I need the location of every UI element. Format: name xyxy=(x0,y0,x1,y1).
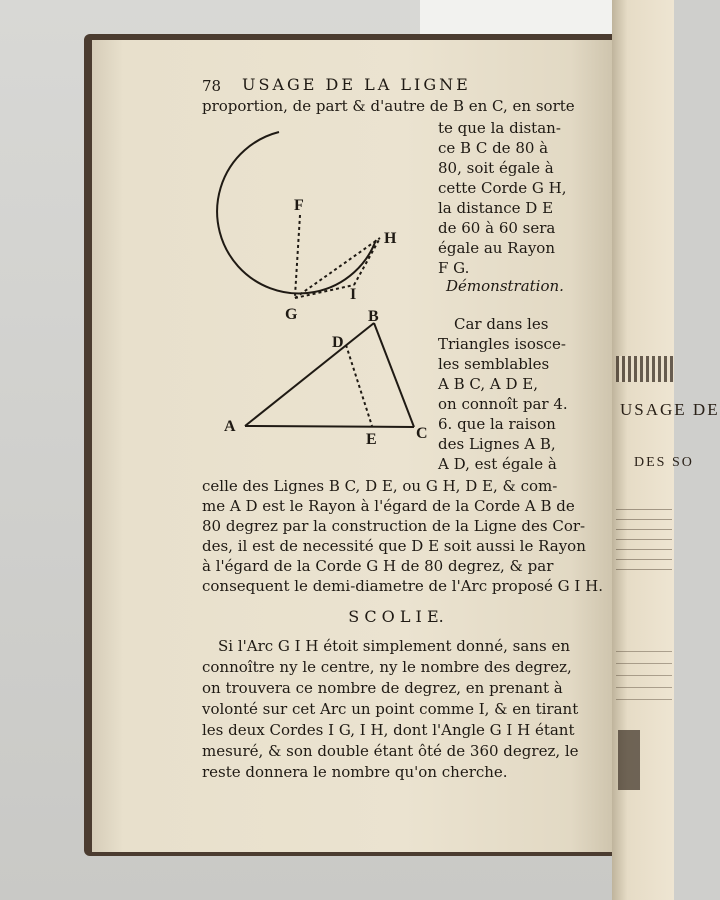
text-line: reste donnera le nombre qu'on cherche. xyxy=(202,763,508,781)
text-line: ce B C de 80 à xyxy=(438,139,549,157)
text-line: la distance D E xyxy=(438,199,554,217)
segment-de xyxy=(346,345,372,426)
label-d: D xyxy=(332,334,344,351)
label-h: H xyxy=(384,230,397,247)
text-line: consequent le demi-diametre de l'Arc proposé G I H. xyxy=(202,577,603,595)
text-line: Si l'Arc G I H étoit simplement donné, sans en xyxy=(218,637,570,655)
page-number: 78 xyxy=(202,77,222,95)
label-a: A xyxy=(224,418,236,435)
book-page xyxy=(92,40,612,852)
base-ac xyxy=(245,426,414,427)
text-line: de 60 à 60 sera xyxy=(438,219,556,237)
label-c: C xyxy=(416,425,428,442)
running-title: USAGE DE LA LIGNE xyxy=(242,75,471,94)
text-line: cette Corde G H, xyxy=(438,179,567,197)
radius-fg xyxy=(295,215,300,296)
text-line: Triangles isosce- xyxy=(438,335,566,353)
text-line: celle des Lignes B C, D E, ou G H, D E, & com- xyxy=(202,477,558,495)
text-line: me A D est le Rayon à l'égard de la Corde A B de xyxy=(202,497,575,515)
text-line: les semblables xyxy=(438,355,550,373)
label-g: G xyxy=(285,306,298,323)
label-i: I xyxy=(350,286,357,303)
text-line: connoître ny le centre, ny le nombre des degrez, xyxy=(202,658,572,676)
text-line: 80, soit égale à xyxy=(438,159,554,177)
chord-gi xyxy=(295,285,354,298)
scolie-heading: S C O L I E. xyxy=(348,607,444,626)
label-f: F xyxy=(294,197,304,214)
text-line: A D, est égale à xyxy=(438,455,557,473)
text-line: F G. xyxy=(438,259,470,277)
label-b: B xyxy=(368,308,379,325)
text-line: on connoît par 4. xyxy=(438,395,568,413)
text-line: égale au Rayon xyxy=(438,239,555,257)
chord-ih xyxy=(354,238,380,285)
text-line: A B C, A D E, xyxy=(438,375,538,393)
text-line: des Lignes A B, xyxy=(438,435,556,453)
text-line: volonté sur cet Arc un point comme I, & en tirant xyxy=(202,700,579,718)
geometry-figure xyxy=(92,40,612,852)
facing-text-block xyxy=(616,640,672,710)
label-e: E xyxy=(366,431,377,448)
demonstration-heading: Démonstration. xyxy=(446,277,564,295)
facing-page xyxy=(612,0,720,900)
text-line: on trouvera ce nombre de degrez, en prenant à xyxy=(202,679,563,697)
text-line: mesuré, & son double étant ôté de 360 degrez, le xyxy=(202,742,579,760)
text-line: te que la distan- xyxy=(438,119,561,137)
facing-running-title: USAGE DE xyxy=(620,400,720,419)
drop-capital xyxy=(618,730,640,790)
text-line: des, il est de necessité que D E soit aussi le Rayon xyxy=(202,537,586,555)
text-line: 80 degrez par la construction de la Ligne des Cor- xyxy=(202,517,586,535)
ornament-band xyxy=(616,356,674,382)
facing-text-block xyxy=(616,500,672,570)
text-line: à l'égard de la Corde G H de 80 degrez, & par xyxy=(202,557,554,575)
text-line: 6. que la raison xyxy=(438,415,556,433)
side-bc xyxy=(374,323,414,427)
text-line: Car dans les xyxy=(454,315,549,333)
text-line: proportion, de part & d'autre de B en C, en sorte xyxy=(202,97,575,115)
text-line: les deux Cordes I G, I H, dont l'Angle G I H étant xyxy=(202,721,575,739)
facing-subtitle: DES SO xyxy=(634,455,694,470)
